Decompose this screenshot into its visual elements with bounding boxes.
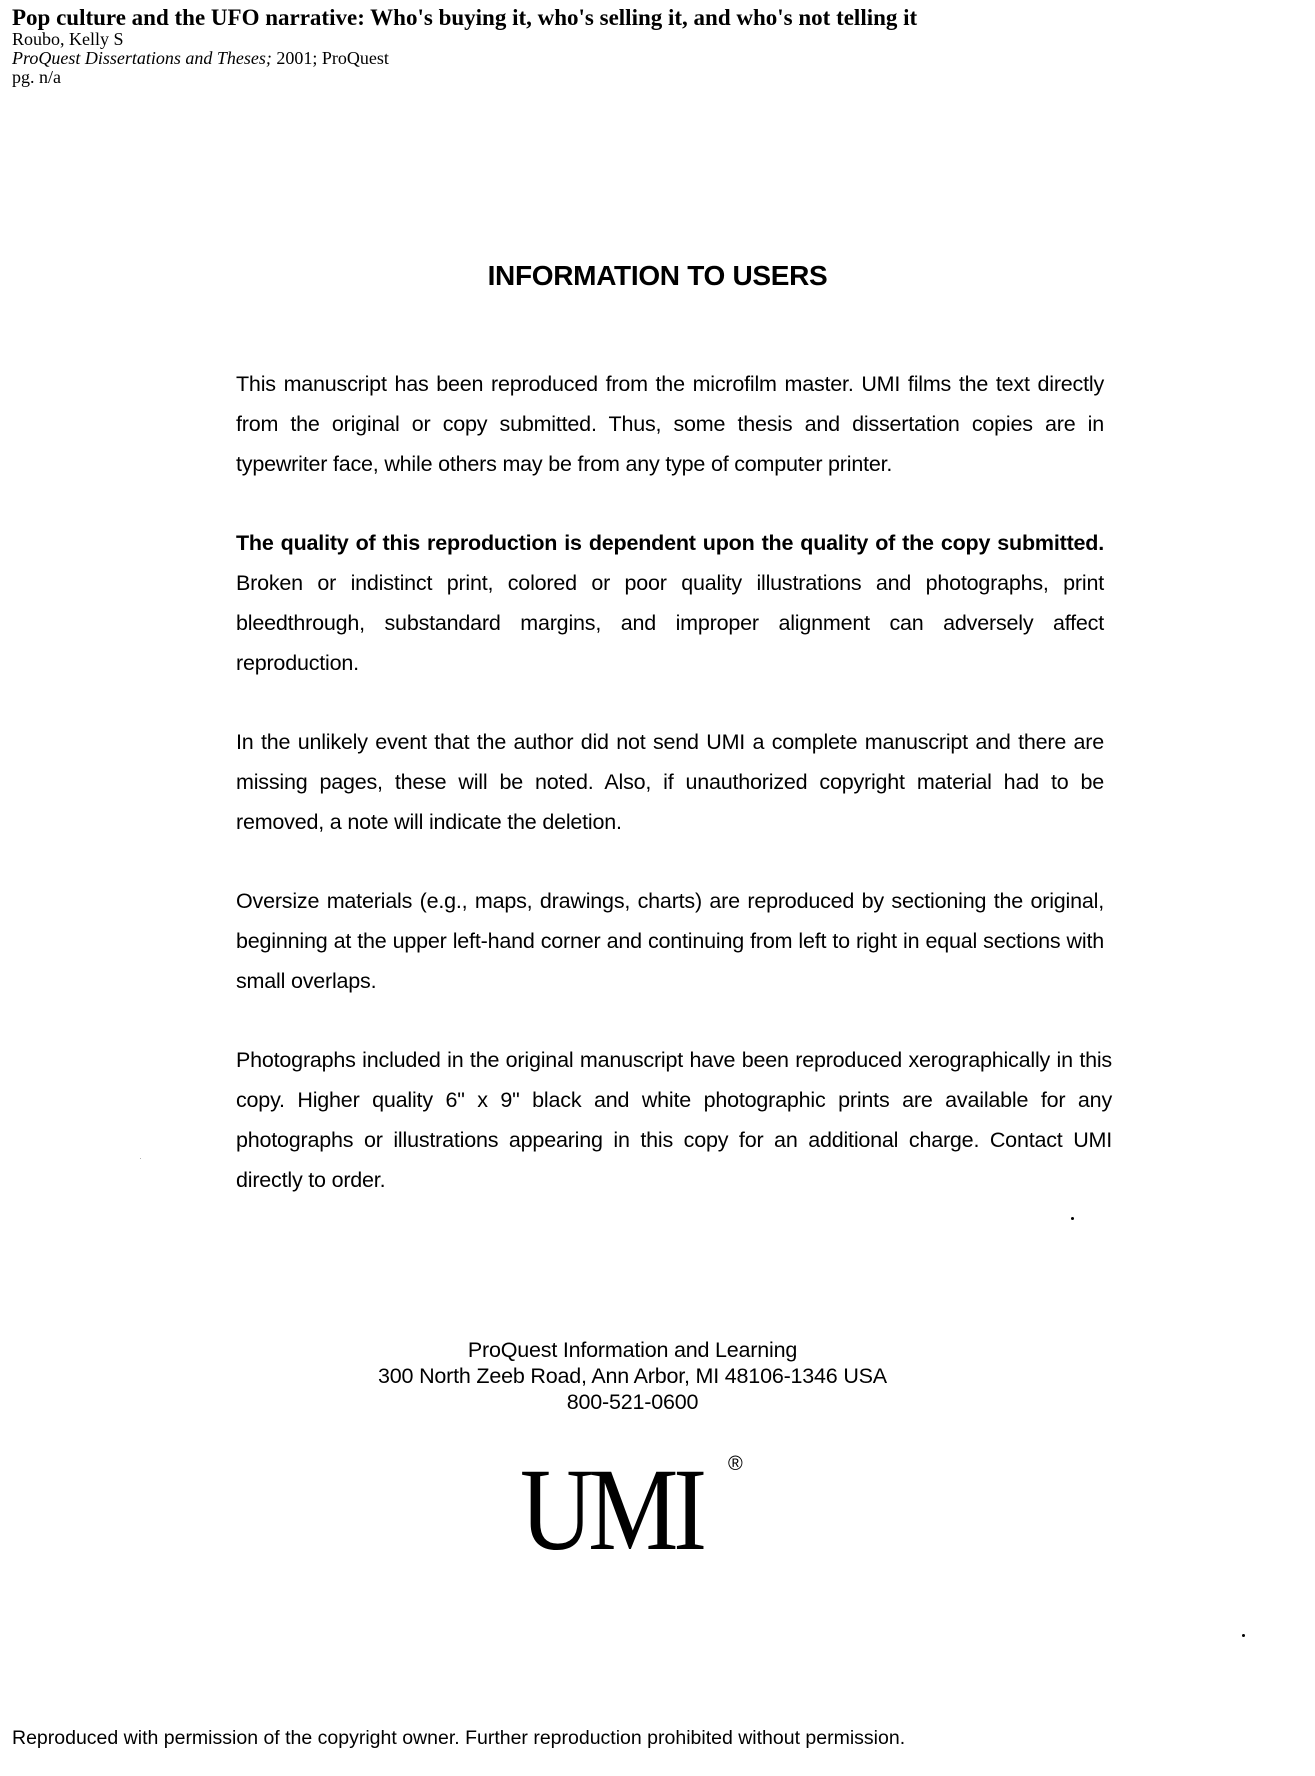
publisher-name: ProQuest Information and Learning	[467, 1338, 798, 1362]
publisher-address	[0, 1337, 1265, 1415]
source-publication: ProQuest Dissertations and Theses;	[12, 48, 272, 68]
copyright-footer: Reproduced with permission of the copyright owner. Further reproduction prohibited without permission.	[12, 1727, 906, 1749]
document-title: Pop culture and the UFO narrative: Who's buying it, who's selling it, and who's not telling it	[12, 5, 918, 30]
notice-paragraph-microfilm: This manuscript has been reproduced from the microfilm master. UMI films the text directly from the original or copy submitted. Thus, some thesis and dissertation copies are in typewriter face, while others may be from any type of computer printer.	[236, 372, 1104, 476]
scan-speck	[140, 1158, 141, 1159]
notice-paragraph-quality	[236, 523, 1104, 683]
quality-emphasis: The quality of this reproduction is dependent upon the quality of the copy submitted.	[236, 531, 1104, 555]
scan-speck	[1071, 1217, 1074, 1220]
quality-details: Broken or indistinct print, colored or poor quality illustrations and photographs, print bleedthrough, substandard margins, and improper alignment can adversely affect reproduction.	[236, 571, 1104, 675]
document-author: Roubo, Kelly S	[12, 29, 124, 49]
registered-trademark-icon: ®	[728, 1453, 743, 1475]
notice-body	[236, 364, 1112, 1200]
notice-paragraph-oversize: Oversize materials (e.g., maps, drawings, charts) are reproduced by sectioning the original, beginning at the upper left-hand corner and continuing from left to right in equal sections with small overlaps.	[236, 889, 1104, 993]
notice-paragraph-photographs: Photographs included in the original manuscript have been reproduced xerographically in this copy. Higher quality 6" x 9" black and white photographic prints are available for any photographs or illustrations appearing in this copy for an additional charge. Contact UMI directly to order.	[236, 1048, 1112, 1192]
umi-logo	[520, 1444, 750, 1575]
notice-paragraph-missing-pages: In the unlikely event that the author did not send UMI a complete manuscript and there are missing pages, these will be noted. Also, if unauthorized copyright material had to be removed, a note will indicate the deletion.	[236, 730, 1104, 834]
source-details: 2001; ProQuest	[271, 48, 389, 68]
notice-heading: INFORMATION TO USERS	[487, 260, 828, 291]
document-source	[12, 49, 1302, 68]
citation-header	[12, 5, 1302, 87]
scan-speck	[1242, 1634, 1245, 1637]
publisher-phone: 800-521-0600	[566, 1390, 699, 1414]
umi-logo-wordmark: UMI	[520, 1444, 702, 1575]
publisher-street: 300 North Zeeb Road, Ann Arbor, MI 48106-1346 USA	[378, 1364, 887, 1388]
document-page: pg. n/a	[12, 67, 61, 87]
